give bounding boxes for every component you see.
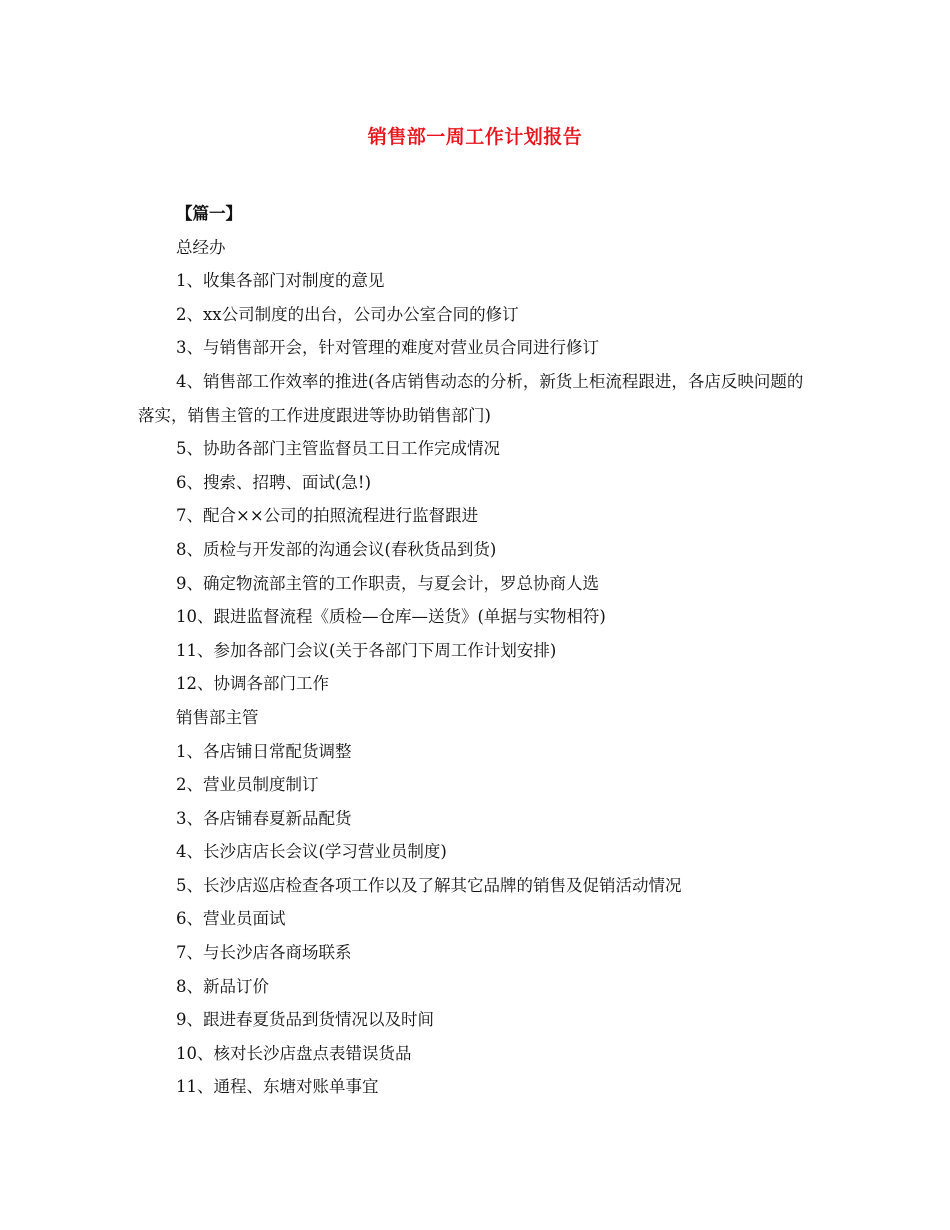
list-item: 3、各店铺春夏新品配货 bbox=[176, 808, 352, 828]
group-heading-general-office: 总经办 bbox=[176, 237, 226, 257]
list-item: 8、质检与开发部的沟通会议(春秋货品到货) bbox=[176, 539, 497, 559]
list-item: 7、与长沙店各商场联系 bbox=[176, 943, 352, 963]
document-title: 销售部一周工作计划报告 bbox=[367, 126, 583, 148]
list-item: 1、各店铺日常配货调整 bbox=[176, 741, 352, 761]
list-item: 8、新品订价 bbox=[176, 976, 269, 996]
list-item: 3、与销售部开会，针对管理的难度对营业员合同进行修订 bbox=[176, 338, 599, 358]
list-item: 2、营业员制度制订 bbox=[176, 775, 319, 795]
list-item: 6、营业员面试 bbox=[176, 909, 286, 929]
list-item: 11、通程、东塘对账单事宜 bbox=[176, 1077, 379, 1097]
list-item: 7、配合××公司的拍照流程进行监督跟进 bbox=[176, 506, 479, 526]
list-item: 5、长沙店巡店检查各项工作以及了解其它品牌的销售及促销活动情况 bbox=[176, 875, 682, 895]
list-item: 2、xx公司制度的出台，公司办公室合同的修订 bbox=[176, 304, 519, 324]
list-item: 5、协助各部门主管监督员工日工作完成情况 bbox=[176, 439, 500, 459]
list-item: 9、确定物流部主管的工作职责，与夏会计，罗总协商人选 bbox=[176, 573, 599, 593]
list-item: 10、跟进监督流程《质检—仓库—送货》(单据与实物相符) bbox=[176, 607, 606, 627]
list-item: 11、参加各部门会议(关于各部门下周工作计划安排) bbox=[176, 640, 557, 660]
list-item: 12、协调各部门工作 bbox=[176, 674, 329, 694]
list-item: 4、长沙店店长会议(学习营业员制度) bbox=[176, 842, 447, 862]
document-body bbox=[138, 197, 814, 1104]
group-heading-sales-supervisor: 销售部主管 bbox=[176, 707, 259, 727]
list-item: 6、搜索、招聘、面试(急!) bbox=[176, 472, 372, 492]
section-label: 【篇一】 bbox=[176, 204, 242, 223]
list-item: 4、销售部工作效率的推进(各店销售动态的分析，新货上柜流程跟进，各店反映问题的落实，销售主管的工作进度跟进等协助销售部门) bbox=[138, 371, 804, 425]
list-item: 10、核对长沙店盘点表错误货品 bbox=[176, 1043, 412, 1063]
list-item: 1、收集各部门对制度的意见 bbox=[176, 271, 385, 291]
list-item: 9、跟进春夏货品到货情况以及时间 bbox=[176, 1010, 434, 1030]
